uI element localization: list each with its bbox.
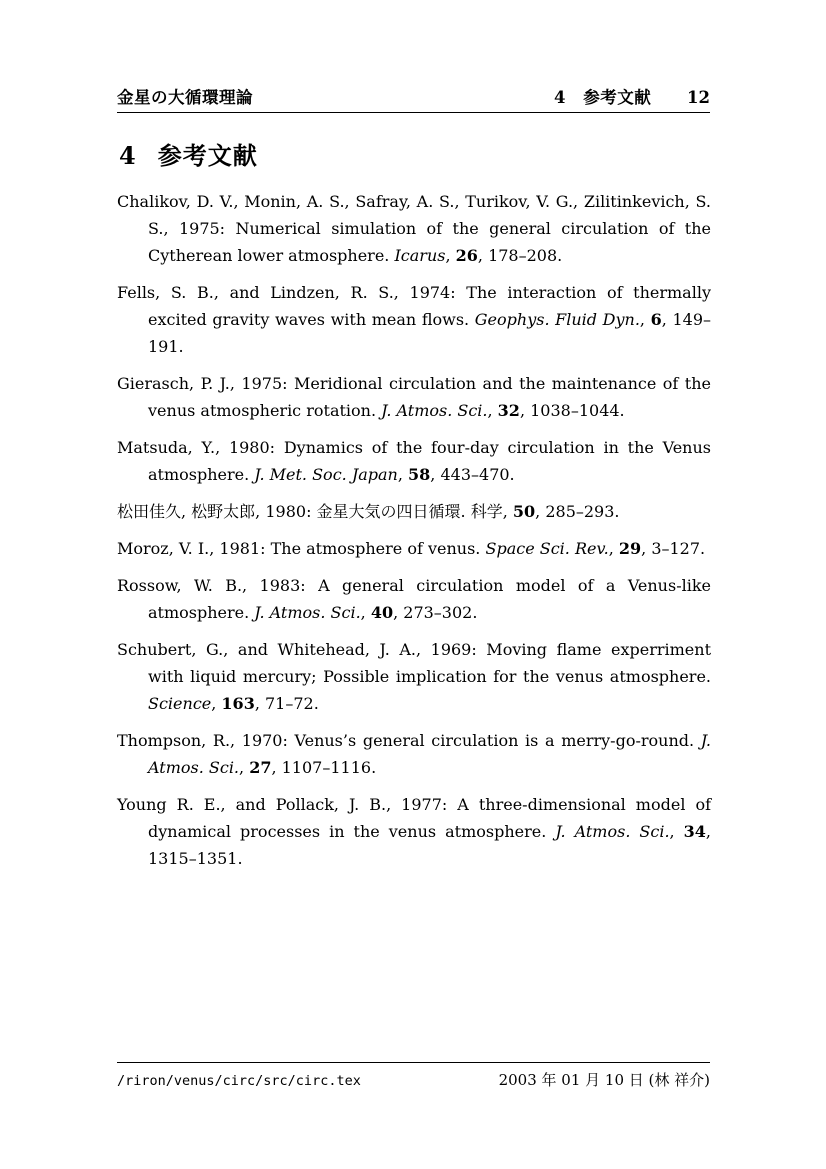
reference-entry: [117, 572, 711, 626]
reference-text-segment: , 149–191.: [148, 310, 712, 356]
reference-text-segment: , 273–302.: [393, 603, 478, 622]
running-head-right: [554, 84, 710, 108]
reference-entry: [117, 535, 711, 562]
section-heading-number: 4: [119, 141, 136, 170]
reference-text-segment: ,: [608, 539, 619, 558]
running-head-document-title: 金星の大循環理論: [117, 88, 253, 107]
reference-text-segment: J. Atmos. Sci.: [555, 822, 670, 841]
reference-text-segment: , 1038–1044.: [519, 401, 625, 420]
reference-text-segment: 26: [455, 246, 478, 265]
reference-text-segment: Rossow, W. B., 1983: A general circulation model of a Venus-like atmosphere.: [117, 576, 711, 622]
reference-entry: [117, 727, 711, 781]
reference-text-segment: , 1315–1351.: [148, 822, 712, 868]
reference-text-segment: Schubert, G., and Whitehead, J. A., 1969: Moving flame experriment with liquid mercury; Possible implication for the venus atmosphere.: [117, 640, 711, 686]
reference-text-segment: 163: [221, 694, 255, 713]
running-head-section-number: 4: [554, 88, 566, 107]
reference-list: [117, 188, 711, 882]
page-footer: [117, 1062, 710, 1090]
running-head-section-title: 参考文献: [583, 88, 652, 107]
reference-text-segment: , 443–470.: [430, 465, 515, 484]
reference-entry: [117, 434, 711, 488]
reference-text-segment: , 3–127.: [641, 539, 706, 558]
section-heading: [119, 136, 258, 171]
reference-text-segment: J. Atmos. Sci.: [148, 731, 711, 777]
reference-text-segment: ,: [397, 465, 409, 484]
reference-text-segment: Chalikov, D. V., Monin, A. S., Safray, A. S., Turikov, V. G., Zilitinkevich, S. S., 1975: Numerical simulation of the general circulation of the Cytherean lower atmosphere.: [117, 192, 711, 265]
reference-text-segment: Gierasch, P. J., 1975: Meridional circulation and the maintenance of the venus atmospheric rotation.: [117, 374, 711, 420]
reference-text-segment: Matsuda, Y., 1980: Dynamics of the four-day circulation in the Venus atmosphere.: [117, 438, 711, 484]
reference-entry: [117, 791, 711, 872]
reference-entry: [117, 370, 711, 424]
reference-text-segment: 40: [370, 603, 394, 622]
reference-text-segment: 50: [512, 502, 536, 521]
reference-text-segment: , 178–208.: [477, 246, 563, 265]
reference-text-segment: Icarus: [394, 246, 446, 265]
reference-text-segment: 27: [249, 758, 272, 777]
reference-text-segment: ,: [360, 603, 371, 622]
reference-text-segment: ,: [639, 310, 651, 329]
section-heading-title: 参考文献: [157, 142, 258, 170]
footer-date-author: 2003 年 01 月 10 日 (林 祥介): [498, 1071, 710, 1089]
reference-text-segment: 58: [408, 465, 431, 484]
reference-text-segment: Fells, S. B., and Lindzen, R. S., 1974: The interaction of thermally excited gravity waves with mean flows.: [117, 283, 711, 329]
reference-text-segment: , 71–72.: [254, 694, 319, 713]
reference-text-segment: J. Met. Soc. Japan: [254, 465, 398, 484]
reference-text-segment: , 1107–1116.: [271, 758, 377, 777]
reference-text-segment: 34: [683, 822, 706, 841]
reference-text-segment: ,: [487, 401, 498, 420]
reference-text-segment: J. Atmos. Sci.: [254, 603, 361, 622]
page-number: 12: [687, 88, 710, 107]
reference-text-segment: Space Sci. Rev.: [485, 539, 609, 558]
reference-text-segment: J. Atmos. Sci.: [381, 401, 488, 420]
reference-entry: [117, 498, 711, 525]
reference-entry: [117, 279, 711, 360]
reference-text-segment: 32: [497, 401, 520, 420]
reference-text-segment: ,: [445, 246, 456, 265]
reference-text-segment: 松田佳久, 松野太郎, 1980: 金星大気の四日循環. 科学,: [117, 502, 513, 521]
reference-entry: [117, 636, 711, 717]
reference-text-segment: Young R. E., and Pollack, J. B., 1977: A three-dimensional model of dynamical processes in the venus atmosphere.: [117, 795, 711, 841]
reference-text-segment: ,: [669, 822, 684, 841]
reference-text-segment: 29: [618, 539, 642, 558]
running-head: [117, 84, 710, 113]
reference-text-segment: ,: [239, 758, 250, 777]
reference-text-segment: Science: [148, 694, 212, 713]
reference-text-segment: , 285–293.: [535, 502, 620, 521]
reference-text-segment: Geophys. Fluid Dyn.: [474, 310, 640, 329]
reference-text-segment: 6: [650, 310, 662, 329]
footer-file-path: /riron/venus/circ/src/circ.tex: [117, 1073, 361, 1089]
reference-text-segment: Thompson, R., 1970: Venus’s general circulation is a merry-go-round.: [117, 731, 701, 750]
reference-text-segment: Moroz, V. I., 1981: The atmosphere of venus.: [117, 539, 486, 558]
reference-entry: [117, 188, 711, 269]
reference-text-segment: ,: [211, 694, 222, 713]
